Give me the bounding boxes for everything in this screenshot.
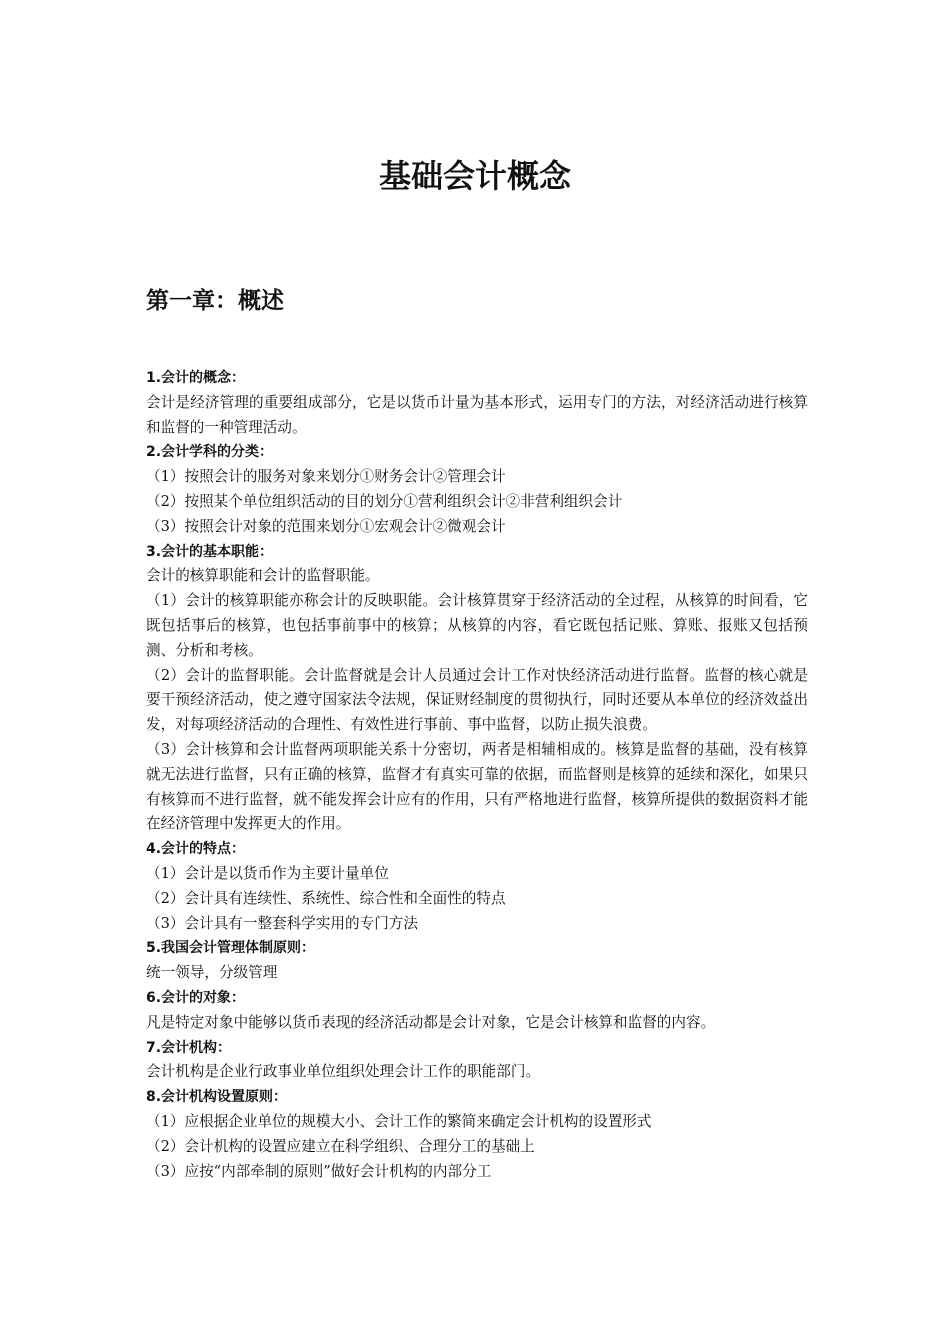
section-heading: 5.我国会计管理体制原则： bbox=[146, 940, 316, 957]
document-title: 基础会计概念 bbox=[378, 157, 571, 195]
section-paragraph: （1）按照会计的服务对象来划分①财务会计②管理会计 bbox=[146, 468, 506, 486]
section-paragraph: （2）会计的监督职能。会计监督就是会计人员通过会计工作对快经济活动进行监督。监督的核心就是要干预经济活动，使之遵守国家法令法规，保证财经制度的贯彻执行，同时还要从本单位的经济效益出发，对每项经济活动的合理性、有效性进行事前、事中监督，以防止损失浪费。 bbox=[146, 666, 808, 734]
document-body bbox=[146, 366, 808, 1184]
section-paragraph: （1）应根据企业单位的规模大小、会计工作的繁简来确定会计机构的设置形式 bbox=[146, 1112, 652, 1130]
section-heading: 7.会计机构： bbox=[146, 1039, 232, 1056]
section-paragraph: 会计是经济管理的重要组成部分，它是以货币计量为基本形式，运用专门的方法，对经济活动进行核算和监督的一种管理活动。 bbox=[146, 393, 808, 436]
section-heading: 8.会计机构设置原则： bbox=[146, 1089, 288, 1106]
section-heading: 6.会计的对象： bbox=[146, 989, 246, 1006]
section-paragraph: （3）按照会计对象的范围来划分①宏观会计②微观会计 bbox=[146, 517, 506, 535]
section-paragraph: （3）应按“内部牵制的原则”做好会计机构的内部分工 bbox=[146, 1162, 492, 1180]
section-paragraph: （3）会计具有一整套科学实用的专门方法 bbox=[146, 914, 418, 932]
section-heading: 3.会计的基本职能： bbox=[146, 543, 274, 560]
section-paragraph: （2）会计具有连续性、系统性、综合性和全面性的特点 bbox=[146, 889, 506, 907]
section-heading: 1.会计的概念： bbox=[146, 370, 246, 386]
section-paragraph: 凡是特定对象中能够以货币表现的经济活动都是会计对象，它是会计核算和监督的内容。 bbox=[146, 1013, 716, 1031]
section-heading: 2.会计学科的分类： bbox=[146, 444, 274, 461]
section-paragraph: （3）会计核算和会计监督两项职能关系十分密切，两者是相辅相成的。核算是监督的基础，没有核算就无法进行监督，只有正确的核算，监督才有真实可靠的依据，而监督则是核算的延续和深化，如果只有核算而不进行监督，就不能发挥会计应有的作用，只有严格地进行监督，核算所提供的数据资料才能在经济管理中发挥更大的作用。 bbox=[146, 740, 808, 833]
section-paragraph: （1）会计是以货币作为主要计量单位 bbox=[146, 864, 389, 882]
section-heading: 4.会计的特点： bbox=[146, 841, 246, 858]
section-paragraph: （2）按照某个单位组织活动的目的划分①营利组织会计②非营利组织会计 bbox=[146, 492, 623, 510]
section-paragraph: （1）会计的核算职能亦称会计的反映职能。会计核算贯穿于经济活动的全过程，从核算的时间看，它既包括事后的核算，也包括事前事中的核算；从核算的内容，看它既包括记账、算账、报账又包括预测、分析和考核。 bbox=[146, 592, 808, 659]
section-paragraph: （2）会计机构的设置应建立在科学组织、合理分工的基础上 bbox=[146, 1137, 535, 1155]
section-paragraph: 会计机构是企业行政事业单位组织处理会计工作的职能部门。 bbox=[146, 1063, 541, 1081]
chapter-title: 第一章：概述 bbox=[146, 288, 284, 314]
section-paragraph: 统一领导，分级管理 bbox=[146, 964, 278, 982]
section-paragraph: 会计的核算职能和会计的监督职能。 bbox=[146, 567, 380, 585]
